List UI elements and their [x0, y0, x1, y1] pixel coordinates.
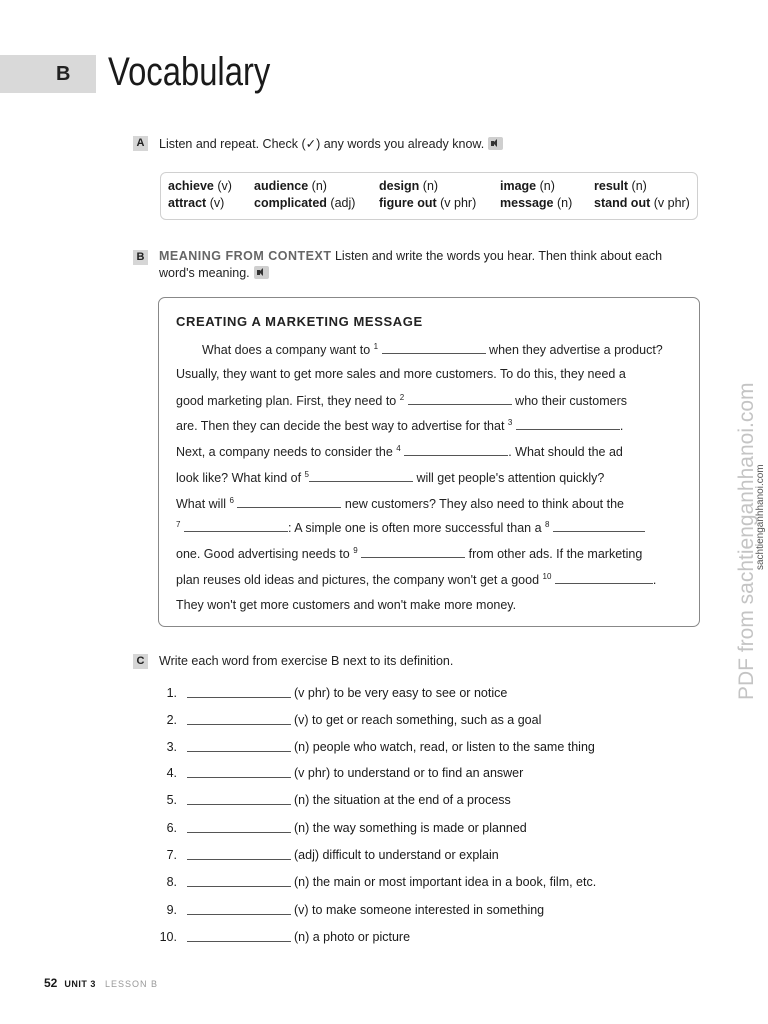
footer-lesson: LESSON B	[105, 979, 159, 989]
passage-line: What does a company want to $^1$ when they advertise a product?	[202, 342, 663, 358]
word-item: result (n)	[594, 179, 647, 193]
exercise-a-instruction	[159, 136, 503, 151]
definition-text: (v) to make someone interested in something	[294, 903, 545, 917]
definition-text: (v phr) to understand or to find an answer	[294, 766, 524, 780]
definition-text: (v) to get or reach something, such as a goal	[294, 713, 542, 727]
blank-6[interactable]	[237, 497, 341, 508]
blank-9[interactable]	[361, 547, 465, 558]
definition-number: 2.	[166, 713, 177, 727]
exercise-c-badge: C	[133, 654, 148, 669]
definition-text: (n) the way something is made or planned	[294, 821, 527, 835]
definition-text: (n) the situation at the end of a process	[294, 793, 511, 807]
definition-text: (v phr) to be very easy to see or notice	[294, 686, 508, 700]
blank-1[interactable]	[382, 343, 486, 354]
blank-2[interactable]	[408, 394, 512, 405]
definition-number: 8.	[166, 875, 177, 889]
passage-line: plan reuses old ideas and pictures, the company won't get a good $^{10}$ .	[176, 572, 657, 588]
passage-line: $^7$ : A simple one is often more successful than a $^8$	[176, 520, 645, 535]
speaker-icon[interactable]	[254, 266, 269, 279]
word-item: complicated (adj)	[254, 196, 356, 210]
watermark-large: PDF from sachtienganhhanoi.com	[735, 382, 758, 700]
definition-number: 7.	[166, 848, 177, 862]
section-tab	[0, 55, 96, 93]
passage-line: What will $^6$ new customers? They also need to think about the	[176, 496, 625, 512]
meaning-from-context-label: MEANING FROM CONTEXT	[159, 249, 332, 263]
definition-text: (n) people who watch, read, or listen to the same thing	[294, 740, 595, 754]
word-item: image (n)	[500, 179, 555, 193]
definition-answer-blank[interactable]	[187, 804, 291, 805]
watermark-small: sachtienganhhanoi.com	[755, 464, 766, 570]
passage-line: They won't get more customers and won't make more money.	[176, 598, 517, 612]
definition-text: (n) a photo or picture	[294, 930, 411, 944]
exercise-b-instruction	[159, 249, 662, 263]
passage-line: one. Good advertising needs to $^9$ from other ads. If the marketing	[176, 546, 643, 562]
passage-line: good marketing plan. First, they need to $^2$ who their customers	[176, 393, 628, 409]
definition-number: 5.	[166, 793, 177, 807]
blank-7[interactable]	[184, 521, 288, 532]
definition-number: 10.	[159, 930, 177, 944]
definition-answer-blank[interactable]	[187, 941, 291, 942]
definition-answer-blank[interactable]	[187, 859, 291, 860]
blank-3[interactable]	[516, 419, 620, 430]
definition-number: 4.	[166, 766, 177, 780]
word-item: stand out (v phr)	[594, 196, 690, 210]
definition-number: 6.	[166, 821, 177, 835]
exercise-a-instruction-text: Listen and repeat. Check (✓) any words you already know.	[159, 137, 485, 151]
passage-line: look like? What kind of $^5$ will get people's attention quickly?	[176, 470, 605, 486]
page-footer	[44, 976, 158, 990]
word-item: audience (n)	[254, 179, 327, 193]
definition-answer-blank[interactable]	[187, 832, 291, 833]
blank-4[interactable]	[404, 445, 508, 456]
exercise-b-instruction-line-1: Listen and write the words you hear. Then think about each	[334, 249, 663, 263]
definition-answer-blank[interactable]	[187, 751, 291, 752]
word-item: figure out (v phr)	[379, 196, 477, 210]
word-item: achieve (v)	[168, 179, 232, 193]
word-item: attract (v)	[168, 196, 225, 210]
blank-5[interactable]	[309, 471, 413, 482]
definition-answer-blank[interactable]	[187, 777, 291, 778]
passage-line: are. Then they can decide the best way to advertise for that $^3$ .	[176, 418, 624, 434]
definition-answer-blank[interactable]	[187, 724, 291, 725]
speaker-icon[interactable]	[488, 137, 503, 150]
definition-number: 9.	[166, 903, 177, 917]
definition-answer-blank[interactable]	[187, 914, 291, 915]
definition-text: (n) the main or most important idea in a book, film, etc.	[294, 875, 597, 889]
exercise-b-badge: B	[133, 250, 148, 265]
exercise-b-instruction-line-2: word's meaning.	[159, 266, 269, 280]
exercise-c-instruction: Write each word from exercise B next to its definition.	[159, 654, 454, 668]
blank-8[interactable]	[553, 521, 645, 532]
definition-number: 3.	[166, 740, 177, 754]
page-title: Vocabulary	[108, 50, 271, 94]
footer-unit: UNIT 3	[64, 979, 96, 989]
definition-number: 1.	[166, 686, 177, 700]
passage-line: Next, a company needs to consider the $^4$ . What should the ad	[176, 444, 623, 460]
word-item: message (n)	[500, 196, 573, 210]
word-item: design (n)	[379, 179, 439, 193]
exercise-a-badge: A	[133, 136, 148, 151]
section-letter: B	[56, 63, 71, 85]
definition-answer-blank[interactable]	[187, 697, 291, 698]
passage-line: Usually, they want to get more sales and more customers. To do this, they need a	[176, 367, 626, 381]
page-number: 52	[44, 976, 58, 990]
definition-text: (adj) difficult to understand or explain	[294, 848, 499, 862]
context-box-title: CREATING A MARKETING MESSAGE	[176, 314, 423, 329]
blank-10[interactable]	[555, 573, 653, 584]
definition-answer-blank[interactable]	[187, 886, 291, 887]
